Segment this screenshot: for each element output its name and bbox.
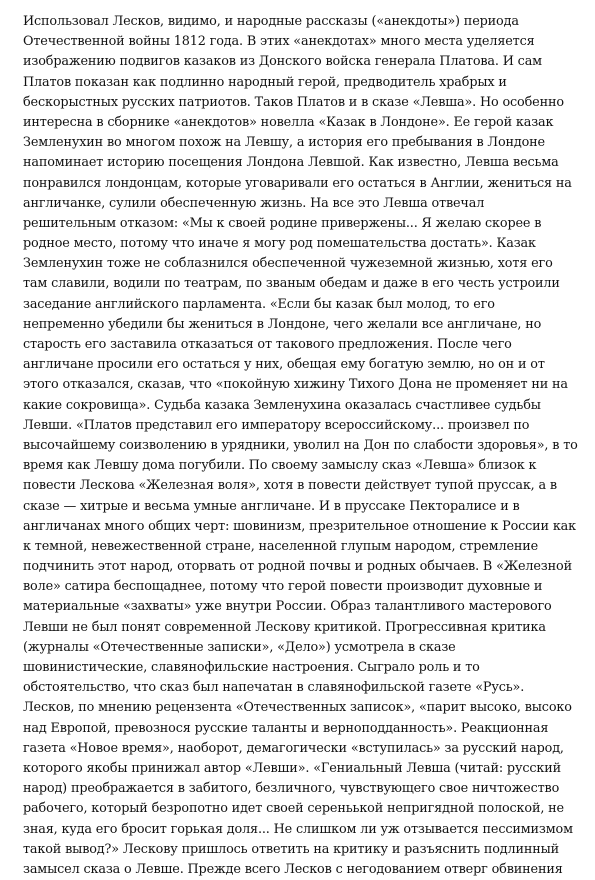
text-line: решительным отказом: «Мы к своей родине привержены... Я желаю скорее в xyxy=(23,215,542,231)
text-line: изображению подвигов казаков из Донского войска генерала Платова. И сам xyxy=(23,54,542,70)
text-line: непременно убедили бы жениться в Лондоне, чего желали все англичане, но xyxy=(23,316,542,332)
text-line: материальные «захваты» уже внутри России. Образ талантливого мастерового xyxy=(23,599,552,615)
text-line: над Европой, превознося русские таланты и верноподданность». Реакционная xyxy=(23,720,549,736)
text-line: зная, куда его бросит горькая доля... Не слишком ли уж отзывается пессимизмом xyxy=(23,821,573,837)
text-line: понравился лондонцам, которые уговаривали его остаться в Англии, жениться на xyxy=(23,175,572,191)
text-line: народ) преображается в забитого, безличного, чувствующего свое ничтожество xyxy=(23,781,560,797)
text-line: рабочего, который безропотно идет своей сереньькой непригядной полоской, не xyxy=(23,801,564,817)
text-line: какие сокровища». Судьба казака Земленухина оказалась счастливее судьбы xyxy=(23,397,541,413)
text-line: старость его заставила отказаться от такового предложения. После чего xyxy=(23,337,512,352)
text-line: бескорыстных русских патриотов. Таков Платов и в сказе «Левша». Но особенно xyxy=(23,94,564,110)
text-line: шовинистические, славянофильские настроения. Сыграло роль и то xyxy=(23,660,480,675)
text-line: Платов показан как подлинно народный герой, предводитель храбрых и xyxy=(23,74,507,90)
text-line: родное место, потому что иначе я могу род помешательства достать». Казак xyxy=(23,236,536,252)
text-line: которого якобы принижал автор «Левши». «Гениальный Левша (читай: русский xyxy=(23,760,561,776)
text-line: такой вывод?» Лескову пришлось ответить на критику и разъяснить подлинный xyxy=(23,841,560,857)
text-line: англичане просили его остаться у них, обещая ему богатую землю, но он и от xyxy=(23,357,545,373)
text-line: Земленухин во многом похож на Левшу, а история его пребывания в Лондоне xyxy=(23,135,545,151)
text-line: повести Лескова «Железная воля», хотя в повести действует тупой пруссак, а в xyxy=(23,478,557,494)
body-text xyxy=(23,12,583,880)
text-line: интересна в сборнике «анекдотов» новелла «Казак в Лондоне». Ее герой казак xyxy=(23,114,554,130)
text-line: сказе — хитрые и весьма умные англичане. И в пруссаке Пекторалисе и в xyxy=(23,498,520,514)
text-line: Использовал Лесков, видимо, и народные рассказы («анекдоты») периода xyxy=(23,14,519,29)
text-line: там славили, водили по театрам, по званым обедам и даже в его честь устроили xyxy=(23,276,560,292)
text-line: воле» сатира беспощаднее, потому что герой повести производит духовные и xyxy=(23,579,543,595)
text-line: подчинить этот народ, оторвать от родной почвы и родных обычаев. В «Железной xyxy=(23,559,572,575)
text-line: Земленухин тоже не соблазнился обеспеченной чужеземной жизнью, хотя его xyxy=(23,256,553,272)
text-line: обстоятельство, что сказ был напечатан в славянофильской газете «Русь». xyxy=(23,680,525,696)
text-line: к темной, невежественной стране, населенной глупым народом, стремление xyxy=(23,538,539,554)
text-line: Левши. «Платов представил его императору всероссийскому... произвел по xyxy=(23,417,530,433)
text-line: Левши не был понят современной Лескову критикой. Прогрессивная критика xyxy=(23,619,546,635)
text-line: высочайшему соизволению в урядники, уволил на Дон по слабости здоровья», в то xyxy=(23,437,578,453)
text-line: газета «Новое время», наоборот, демагогически «вступилась» за русский народ, xyxy=(23,740,564,756)
text-line: этого отказался, сказав, что «покойную хижину Тихого Дона не променяет ни на xyxy=(23,377,568,393)
text-line: Отечественной войны 1812 года. В этих «анекдотах» много места уделяется xyxy=(23,34,535,50)
text-line: заседание английского парламента. «Если бы казак был молод, то его xyxy=(23,296,495,312)
text-line: англичанке, сулили обеспеченную жизнь. На все это Левша отвечал xyxy=(23,195,485,211)
text-line: Лесков, по мнению рецензента «Отечественных записок», «парит высоко, высоко xyxy=(23,700,572,716)
text-line: англичанах много общих черт: шовинизм, презрительное отношение к России как xyxy=(23,518,577,534)
text-line: замысел сказа о Левше. Прежде всего Лесков с негодованием отверг обвинения xyxy=(23,861,563,877)
text-line: напоминает историю посещения Лондона Левшой. Как известно, Левша весьма xyxy=(23,155,559,171)
text-line: время как Левшу дома погубили. По своему замыслу сказ «Левша» близок к xyxy=(23,458,537,474)
text-line: (журналы «Отечественные записки», «Дело») усмотрела в сказе xyxy=(23,639,456,655)
